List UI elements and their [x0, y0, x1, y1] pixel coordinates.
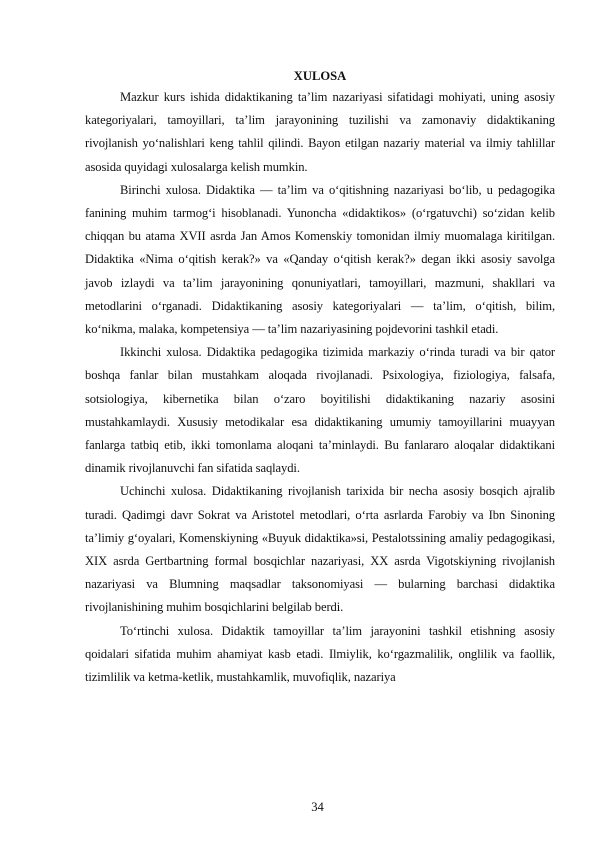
paragraph-third-conclusion: Uchinchi xulosa. Didaktikaning rivojlanish tarixida bir necha asosiy bosqich ajralib turadi. Qadimgi davr Sokrat va Aristotel metodlari, o‘rta asrlarda Farobiy va Ibn Sinoning ta’limiy g‘oyalari, Komenskiyning «Buyuk didaktika»si, Pestalotssining amaliy pedagogikasi, XIX asrda Gertbartning formal bosqichlar nazariyasi, XX asrda Vigotskiyning rivojlanish nazariyasi va Blumning maqsadlar taksonomiyasi — bularning barchasi didaktika rivojlanishining muhim bosqichlarini belgilab berdi.: [85, 484, 555, 615]
document-body: [85, 66, 555, 689]
paragraph-fourth-conclusion: To‘rtinchi xulosa. Didaktik tamoyillar ta’lim jarayonini tashkil etishning asosiy qoidalari sifatida muhim ahamiyat kasb etadi. Ilmiylik, ko‘rgazmalilik, onglilik va faollik, tizimlilik va ketma-ketlik, mustahkamlik, muvofiqlik, nazariya: [85, 623, 555, 685]
page-number: 34: [311, 800, 324, 814]
section-title: XULOSA: [293, 69, 347, 83]
paragraph-first-conclusion: Birinchi xulosa. Didaktika — ta’lim va o‘qitishning nazariyasi bo‘lib, u pedagogika fanining muhim tarmog‘i hisoblanadi. Yunoncha «didaktikos» (o‘rgatuvchi) so‘zidan kelib chiqqan bu atama XVII asrda Jan Amos Komenskiy tomonidan ilmiy muomalaga kiritilgan. Didaktika «Nima o‘qitish kerak?» va «Qanday o‘qitish kerak?» degan ikki asosiy savolga javob izlaydi va ta’lim jarayonining qonuniyatlari, tamoyillari, mazmuni, shakllari va metodlarini o‘rganadi. Didaktikaning asosiy kategoriyalari — ta’lim, o‘qitish, bilim, ko‘nikma, malaka, kompetensiya — ta’lim nazariyasining pojdevorini tashkil etadi.: [85, 182, 555, 337]
paragraph-intro: Mazkur kurs ishida didaktikaning ta’lim nazariyasi sifatidagi mohiyati, uning asosiy kategoriyalari, tamoyillari, ta’lim jarayonining tuzilishi va zamonaviy didaktikaning rivojlanish yo‘nalishlari keng tahlil qilindi. Bayon etilgan nazariy material va ilmiy tahlillar asosida quyidagi xulosalarga kelish mumkin.: [85, 90, 555, 174]
paragraph-second-conclusion: Ikkinchi xulosa. Didaktika pedagogika tizimida markaziy o‘rinda turadi va bir qator boshqa fanlar bilan mustahkam aloqada rivojlanadi. Psixologiya, fiziologiya, falsafa, sotsiologiya, kibernetika bilan o‘zaro boyitilishi didaktikaning nazariy asosini mustahkamlaydi. Xususiy metodikalar esa didaktikaning umumiy tamoyillarini muayyan fanlarga tatbiq etib, ikki tomonlama aloqani ta’minlaydi. Bu fanlararo aloqalar didaktikani dinamik rivojlanuvchi fan sifatida saqlaydi.: [85, 345, 555, 476]
